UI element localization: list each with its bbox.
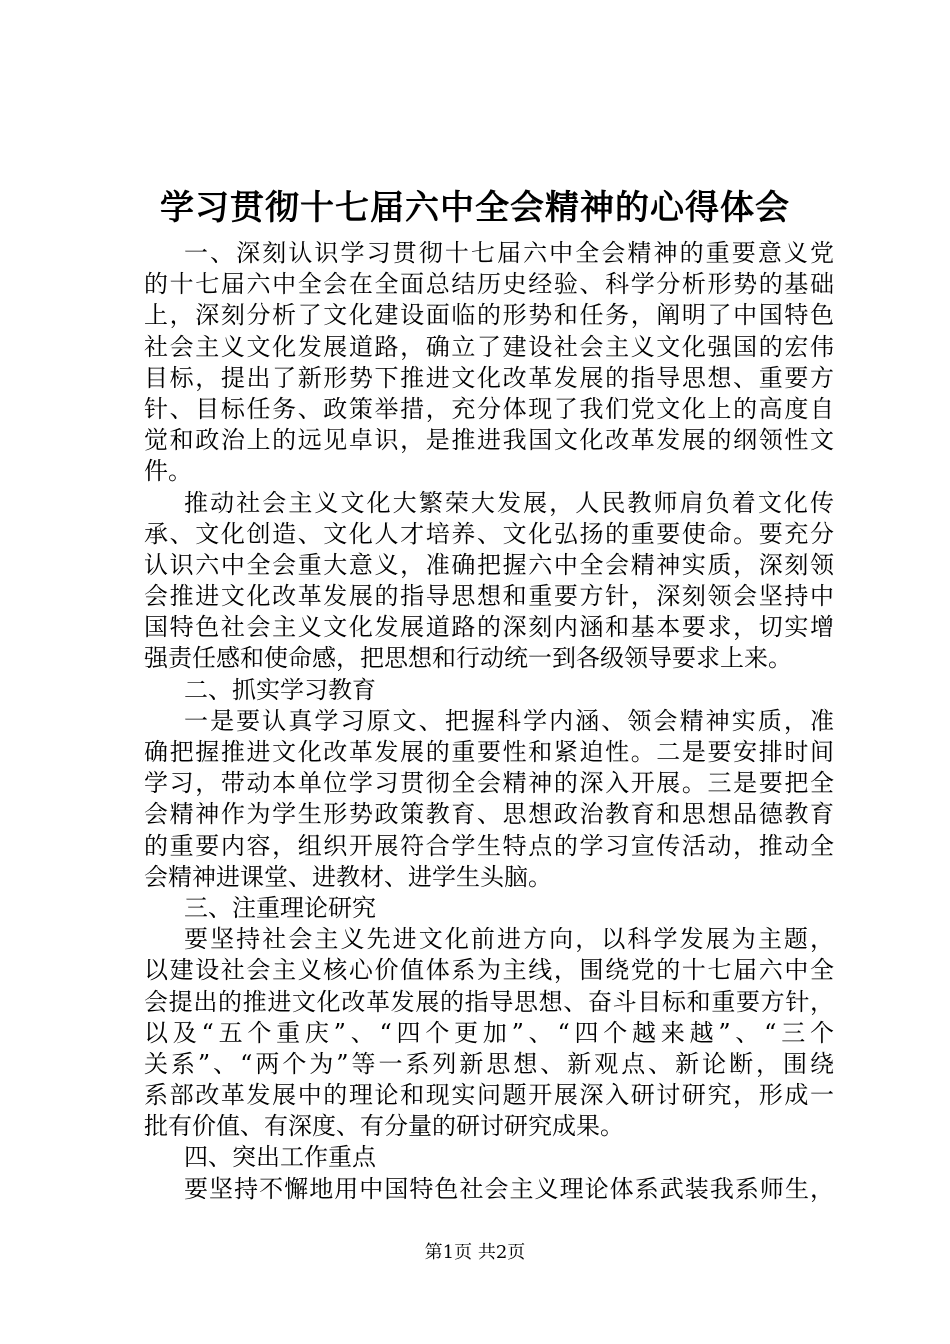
text-line: 学习，带动本单位学习贯彻全会精神的深入开展。三是要把全 [144,769,834,798]
page-footer: 第1页 共2页 [424,1242,526,1263]
text-line: 上，深刻分析了文化建设面临的形势和任务，阐明了中国特色 [144,301,834,330]
text-line: 一、深刻认识学习贯彻十七届六中全会精神的重要意义党 [184,239,834,267]
text-line: 承、文化创造、文化人才培养、文化弘扬的重要使命。要充分 [144,519,834,548]
text-line: 一是要认真学习原文、把握科学内涵、领会精神实质，准 [184,706,834,735]
text-line: 二、抓实学习教育 [184,675,376,704]
text-line: 四、突出工作重点 [184,1143,376,1172]
text-line: 关系”、“两个为”等一系列新思想、新观点、新论断，围绕 [144,1049,834,1078]
text-line: 推动社会主义文化大繁荣大发展，人民教师肩负着文化传 [184,488,834,517]
document-body [144,238,834,1205]
text-line: 批有价值、有深度、有分量的研讨研究成果。 [144,1112,624,1141]
text-line: 三、注重理论研究 [184,893,376,922]
text-line: 会推进文化改革发展的指导思想和重要方针，深刻领会坚持中 [144,582,834,611]
text-line: 会精神作为学生形势政策教育、思想政治教育和思想品德教育 [144,800,834,829]
text-line: 的十七届六中全会在全面总结历史经验、科学分析形势的基础 [144,270,834,299]
document-title: 学习贯彻十七届六中全会精神的心得体会 [160,188,790,228]
text-line: 目标，提出了新形势下推进文化改革发展的指导思想、重要方 [144,363,834,392]
text-line: 要坚持不懈地用中国特色社会主义理论体系武装我系师生， [184,1174,834,1203]
text-line: 的重要内容，组织开展符合学生特点的学习宣传活动，推动全 [144,831,834,860]
text-line: 要坚持社会主义先进文化前进方向，以科学发展为主题， [184,925,834,954]
text-line: 以及“五个重庆”、“四个更加”、“四个越来越”、“三个 [144,1018,834,1047]
text-line: 认识六中全会重大意义，准确把握六中全会精神实质，深刻领 [144,550,834,579]
text-line: 社会主义文化发展道路，确立了建设社会主义文化强国的宏伟 [144,332,834,361]
text-line: 强责任感和使命感，把思想和行动统一到各级领导要求上来。 [144,644,792,673]
text-line: 针、目标任务、政策举措，充分体现了我们党文化上的高度自 [144,394,834,423]
text-line: 国特色社会主义文化发展道路的深刻内涵和基本要求，切实增 [144,613,834,642]
text-line: 会精神进课堂、进教材、进学生头脑。 [144,862,552,891]
text-line: 觉和政治上的远见卓识，是推进我国文化改革发展的纲领性文 [144,426,834,455]
text-line: 会提出的推进文化改革发展的指导思想、奋斗目标和重要方针， [144,987,834,1016]
text-line: 确把握推进文化改革发展的重要性和紧迫性。二是要安排时间 [144,738,834,766]
text-line: 系部改革发展中的理论和现实问题开展深入研讨研究，形成一 [144,1081,834,1110]
text-line: 件。 [144,457,192,486]
text-line: 以建设社会主义核心价值体系为主线，围绕党的十七届六中全 [144,956,834,985]
